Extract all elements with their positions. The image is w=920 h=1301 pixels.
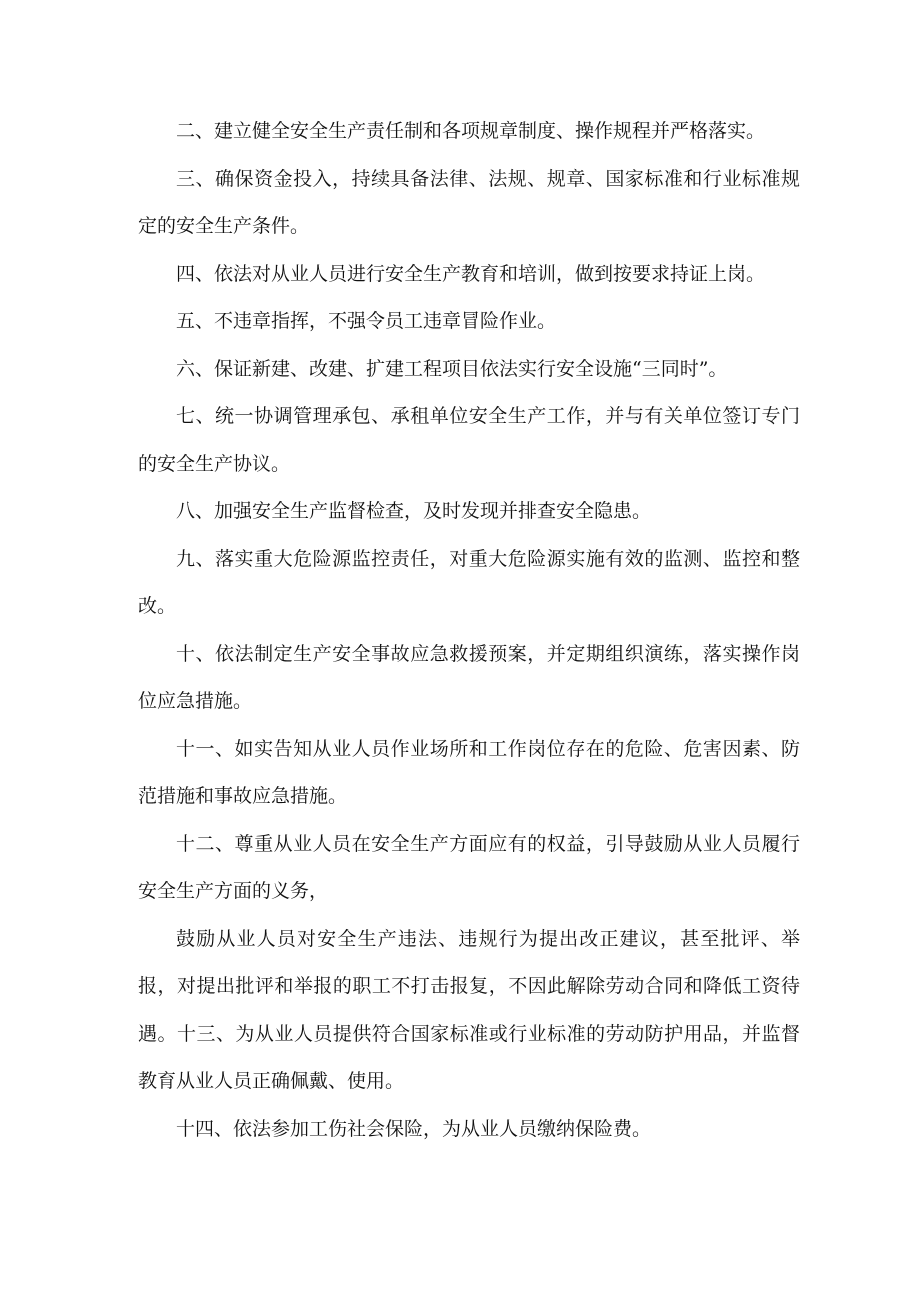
paragraph-6: 六、保证新建、改建、扩建工程项目依法实行安全设施“三同时”。 — [176, 357, 728, 380]
paragraph-7: 七、统一协调管理承包、承租单位安全生产工作，并与有关单位签订专门的安全生产协议。 — [138, 405, 800, 475]
paragraph-8: 八、加强安全生产监督检查，及时发现并排查安全隐患。 — [176, 500, 652, 522]
paragraph-3: 三、确保资金投入，持续具备法律、法规、规章、国家标准和行业标准规定的安全生产条件。 — [138, 167, 800, 237]
paragraph-11: 十一、如实告知从业人员作业场所和工作岗位存在的危险、危害因素、防范措施和事故应急措施。 — [138, 737, 800, 807]
paragraph-4: 四、依法对从业人员进行安全生产教育和培训，做到按要求持证上岗。 — [176, 262, 766, 285]
document-page — [138, 108, 800, 1153]
paragraph-9: 九、落实重大危险源监控责任，对重大危险源实施有效的监测、监控和整改。 — [138, 547, 800, 617]
paragraph-14: 十四、依法参加工伤社会保险，为从业人员缴纳保险费。 — [176, 1117, 652, 1140]
paragraph-12: 十二、尊重从业人员在安全生产方面应有的权益，引导鼓励从业人员履行安全生产方面的义务， — [138, 832, 800, 902]
paragraph-5: 五、不违章指挥，不强令员工违章冒险作业。 — [176, 310, 557, 332]
paragraph-2: 二、建立健全安全生产责任制和各项规章制度、操作规程并严格落实。 — [176, 120, 766, 142]
paragraph-12-continued: 鼓励从业人员对安全生产违法、违规行为提出改正建议，甚至批评、举报，对提出批评和举报的职工不打击报复，不因此解除劳动合同和降低工资待遇。十三、为从业人员提供符合国家标准或行业标准的劳动防护用品，并监督教育从业人员正确佩戴、使用。 — [138, 927, 800, 1092]
paragraph-10: 十、依法制定生产安全事故应急救援预案，并定期组织演练，落实操作岗位应急措施。 — [138, 642, 800, 712]
